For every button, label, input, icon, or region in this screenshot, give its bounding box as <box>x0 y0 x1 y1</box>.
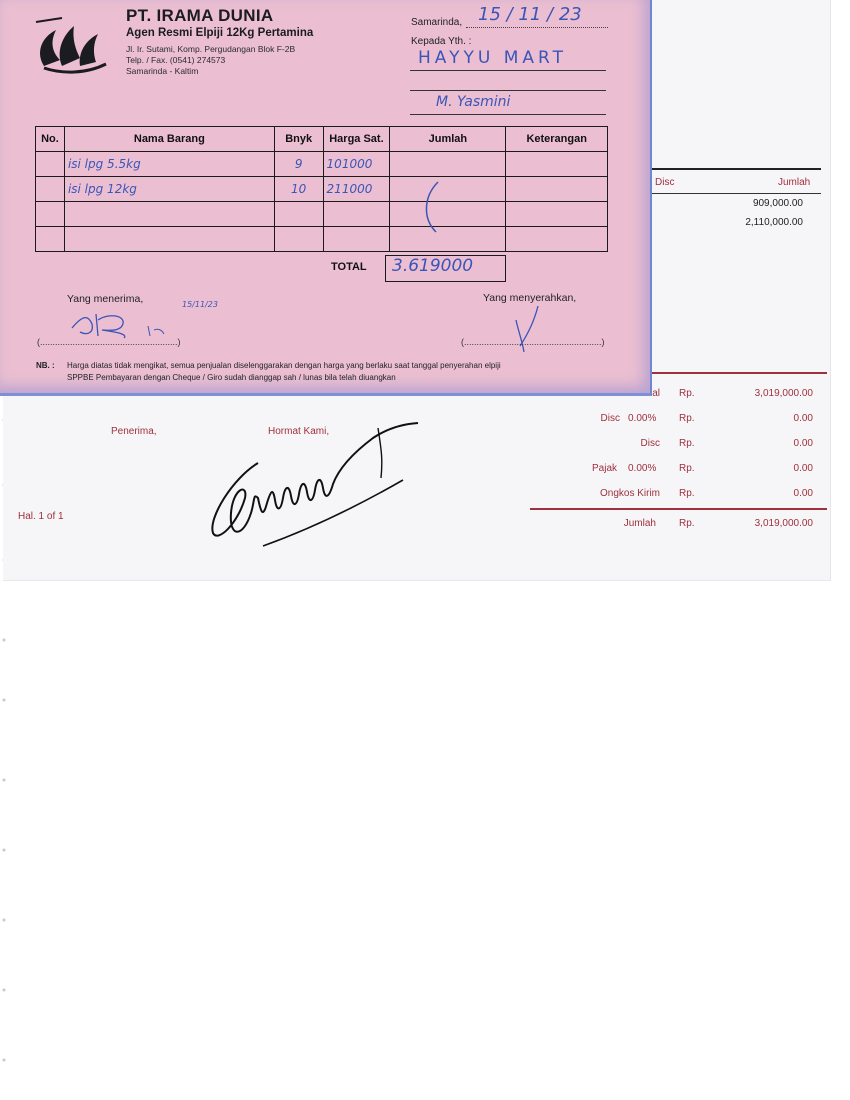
currency: Rp. <box>679 463 695 474</box>
pajak-label: Pajak <box>591 463 617 474</box>
hormat-kami-label: Hormat Kami, <box>268 426 330 437</box>
summary-top-rule <box>651 372 827 374</box>
nb-line-2: SPPBE Pembayaran dengan Cheque / Giro sudah dianggap sah / lunas bila telah diuangkan <box>67 373 396 382</box>
ongkos-kirim-value: 0.00 <box>793 488 813 499</box>
company-phone: Telp. / Fax. (0541) 274573 <box>126 55 226 65</box>
delivery-receipt <box>0 0 652 396</box>
disc-percent: 0.00% <box>628 413 657 424</box>
cell-name: isi lpg 12kg <box>64 177 274 202</box>
cell-qty: 10 <box>274 177 323 202</box>
penerima-label: Penerima, <box>111 426 157 437</box>
deliverer-signature <box>506 302 556 357</box>
currency: Rp. <box>679 518 695 529</box>
table-header-row <box>36 127 608 152</box>
samarinda-label: Samarinda, <box>411 17 463 28</box>
cell-name <box>64 227 274 252</box>
table-row <box>36 177 608 202</box>
cell-price: 101000 <box>323 152 390 177</box>
recipient-line <box>410 70 606 71</box>
disc2-label: Disc <box>640 438 660 449</box>
cell-price <box>323 227 390 252</box>
cell-no <box>36 227 65 252</box>
col-name-header: Nama Barang <box>64 127 274 152</box>
cell-note <box>506 177 608 202</box>
disc2-value: 0.00 <box>793 438 813 449</box>
subtotal-value: 3,019,000.00 <box>754 388 813 399</box>
invoice-header-rule-bottom <box>651 193 821 194</box>
yang-menyerahkan-label: Yang menyerahkan, <box>483 292 577 304</box>
date-line <box>466 27 608 28</box>
table-row <box>36 202 608 227</box>
cell-note <box>506 152 608 177</box>
jumlah-value: 3,019,000.00 <box>754 518 813 529</box>
table-row <box>36 227 608 252</box>
nb-line-1: Harga diatas tidak mengikat, semua penjualan diselenggarakan dengan harga yang berlaku saat tanggal penyerahan elpiji <box>67 361 501 370</box>
page-number: Hal. 1 of 1 <box>18 511 64 522</box>
recipient-line-2 <box>410 90 606 91</box>
invoice-header-rule <box>651 168 821 170</box>
disc-label: Disc <box>600 413 620 424</box>
col-no-header: No. <box>36 127 65 152</box>
cell-no <box>36 152 65 177</box>
currency: Rp. <box>679 388 695 399</box>
pen-bracket-mark <box>418 178 448 238</box>
company-subtitle: Agen Resmi Elpiji 12Kg Pertamina <box>126 27 314 39</box>
pajak-percent: 0.00% <box>628 463 657 474</box>
line-amount: 2,110,000.00 <box>745 217 803 228</box>
currency: Rp. <box>679 413 695 424</box>
cell-note <box>506 202 608 227</box>
cell-price <box>323 202 390 227</box>
currency: Rp. <box>679 488 695 499</box>
recipient-handwritten: HAYYU MART <box>418 48 567 68</box>
col-amount-header: Jumlah <box>390 127 506 152</box>
cell-qty <box>274 227 323 252</box>
table-row <box>36 152 608 177</box>
cell-name: isi lpg 5.5kg <box>64 152 274 177</box>
col-price-header: Harga Sat. <box>323 127 390 152</box>
subtotal-label: al <box>652 388 660 399</box>
company-name: PT. IRAMA DUNIA <box>126 6 274 25</box>
col-note-header: Keterangan <box>506 127 608 152</box>
cell-amount <box>390 152 506 177</box>
cell-price: 211000 <box>323 177 390 202</box>
col-qty-header: Bnyk <box>274 127 323 152</box>
nb-label: NB. : <box>36 361 55 370</box>
receiver-signature-line: (.......................................................) <box>37 337 181 347</box>
company-logo <box>34 16 112 74</box>
jumlah-label: Jumlah <box>623 518 656 529</box>
company-city: Samarinda - Kaltim <box>126 66 199 76</box>
currency: Rp. <box>679 438 695 449</box>
cell-qty: 9 <box>274 152 323 177</box>
cell-no <box>36 177 65 202</box>
disc-value: 0.00 <box>793 413 813 424</box>
cell-note <box>506 227 608 252</box>
pajak-value: 0.00 <box>793 463 813 474</box>
col-disc-header: Disc <box>655 177 675 188</box>
date-handwritten: 15 / 11 / 23 <box>478 4 582 25</box>
receiver-date-handwritten: 15/11/23 <box>182 300 218 309</box>
signature-image <box>203 418 453 568</box>
total-handwritten: 3.619000 <box>392 256 474 276</box>
col-jumlah-header: Jumlah <box>778 177 811 188</box>
cell-qty <box>274 202 323 227</box>
yang-menerima-label: Yang menerima, <box>67 293 144 305</box>
ongkos-kirim-label: Ongkos Kirim <box>599 488 660 499</box>
line-amount: 909,000.00 <box>752 198 803 209</box>
recipient-line-3 <box>410 114 606 115</box>
total-label: TOTAL <box>331 261 367 273</box>
cell-no <box>36 202 65 227</box>
summary-bottom-rule <box>530 508 827 510</box>
items-table <box>35 126 608 252</box>
cell-name <box>64 202 274 227</box>
deliverer-signature-line: (.......................................................) <box>461 337 605 347</box>
kepada-label: Kepada Yth. : <box>411 36 472 47</box>
recipient2-handwritten: M. Yasmini <box>436 94 511 110</box>
company-address: Jl. Ir. Sutami, Komp. Pergudangan Blok F-2B <box>126 44 296 54</box>
